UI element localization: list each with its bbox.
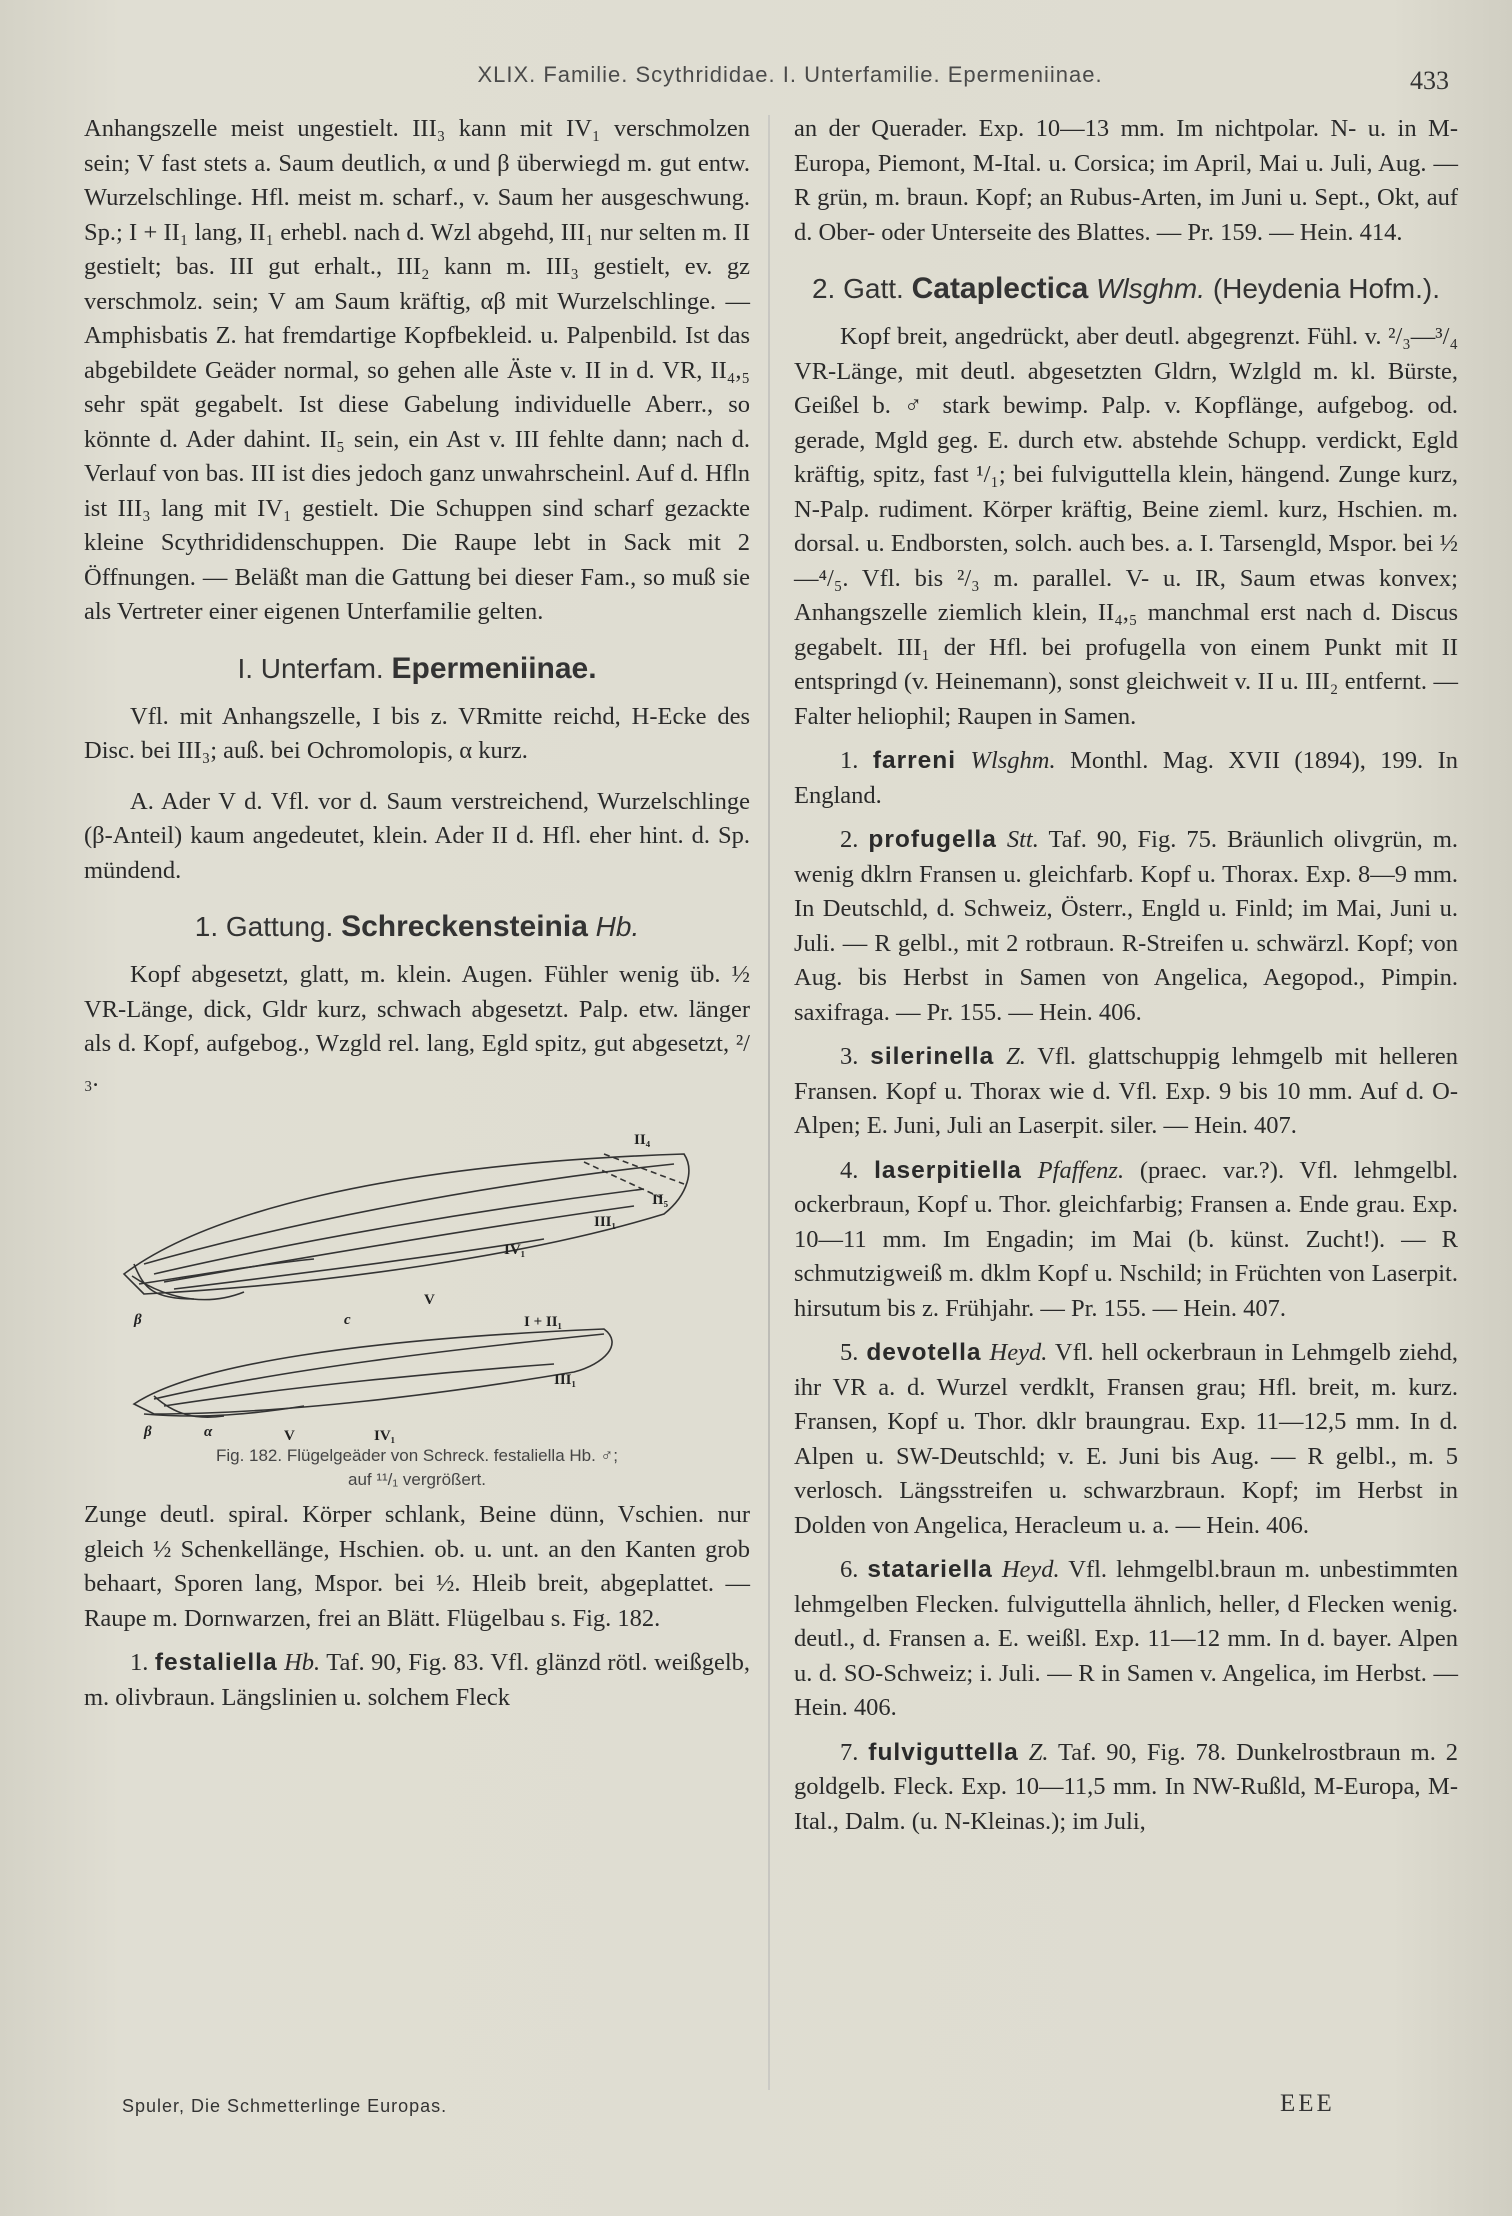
species-text: Monthl. Mag. XVII (1894), 199. In England.: [794, 747, 1459, 809]
species-name: festaliella: [154, 1649, 278, 1676]
genus-heading-cataplectica: [794, 272, 1458, 306]
wing-venation-figure: [84, 1114, 750, 1492]
species-number: 3.: [840, 1043, 859, 1070]
species-entry-silerinella: [794, 1040, 1458, 1144]
species-author: Stt.: [1006, 826, 1039, 853]
label-hw-I-II1: I + II₁: [524, 1314, 563, 1330]
label-fw-IV1: IV₁: [504, 1242, 526, 1258]
genus-description: Kopf abgesetzt, glatt, m. klein. Augen. Fühler wenig üb. ½ VR-Länge, dick, Gldr kurz, schwach abgesetzt. Palp. etw. länger als d. Kopf, aufgebog., Wzgld rel. lang, Egld spitz, gut abgesetzt, ²/₃.: [84, 961, 750, 1092]
species-author: Heyd.: [989, 1339, 1048, 1366]
signature-mark: EEE: [1280, 2090, 1335, 2117]
species-author: Heyd.: [1001, 1556, 1060, 1583]
footer-title: Spuler, Die Schmetterlinge Europas.: [122, 2096, 448, 2116]
subfamily-prefix: I. Unterfam.: [237, 652, 384, 684]
species-text: Vfl. hell ockerbraun in Lehmgelb ziehd, ihr VR a. d. Wurzel verdklt, Fransen grau; Hfl. breit, m. kurz. Fransen, Kopf u. Thor. dklr braungrau. Exp. 11—12,5 mm. In d. Alpen u. SW-Deutschld; v. E. Juni bis Aug. — R gelbl., m. 5 verlosch. Längsstreifen u. schwarzbraun. Kopf; im Herbst in Dolden von Angelica, Heracleum u. a. — Hein. 406.: [794, 1339, 1459, 1539]
intro-paragraph: Anhangszelle meist ungestielt. III₃ kann mit IV₁ verschmolzen sein; V fast stets a. Saum deutlich, α und β überwiegd m. gut entw. Wurzelschlinge. Hfl. meist m. scharf., v. Saum her ausgeschwung. Sp.; I + II₁ lang, II₁ erhebl. nach d. Wzl abgehd, III₁ nur selten m. II gestielt; bas. III gut erhalt., III₂ kann m. III₃ gestielt, ev. gz verschmolz. sein; V am Saum kräftig, αβ mit Wurzelschlinge. — Amphisbatis Z. hat fremdartige Kopfbekleid. u. Palpenbild. Ist das abgebildete Geäder normal, so gehen alle Äste v. II in d. VR, II₄,₅ sehr spät gegabelt. Ist diese Gabelung individuelle Aberr., so könnte d. Ader dahint. II₅ sein, ein Ast v. III fehlte dann; nach d. Verlauf von bas. III ist dies jedoch ganz unwahrscheinl. Auf d. Hfln ist III₃ lang mit IV₁ gestielt. Die Schuppen sind scharf gezackte kleine Scythrididenschuppen. Die Raupe lebt in Sack mit 2 Öffnungen. — Beläßt man die Gattung bei dieser Fam., so muß sie als Vertreter einer eigenen Unterfamilie gelten.: [84, 115, 750, 625]
species-number: 1.: [840, 747, 859, 774]
left-column: [84, 112, 750, 1715]
species-text: Vfl. lehmgelbl.braun m. unbestimmten lehmgelben Flecken. fulviguttella ähnlich, heller, d Flecken wenig. deutl., d. Fransen a. E. weißl. Exp. 11—12 mm. In d. bayer. Alpen u. d. SO-Schweiz; i. Juli. — R in Samen v. Angelica, im Herbst. — Hein. 406.: [794, 1556, 1459, 1721]
species-name: silerinella: [870, 1043, 995, 1070]
species-name: farreni: [872, 747, 957, 774]
subfamily-description: Vfl. mit Anhangszelle, I bis z. VRmitte reichd, H-Ecke des Disc. bei III₃; auß. bei Ochromolopis, α kurz.: [84, 702, 750, 764]
species-number: 4.: [840, 1156, 859, 1184]
label-hw-V: V: [284, 1428, 295, 1444]
label-hw-IV1: IV₁: [374, 1428, 396, 1444]
species-number: 2.: [840, 826, 859, 853]
genus-name: Cataplectica: [911, 272, 1089, 305]
species-author: Wlsghm.: [970, 747, 1056, 774]
genus-author: Wlsghm.: [1096, 273, 1206, 304]
figure-caption: [84, 1444, 750, 1492]
species-text: Vfl. glattschuppig lehmgelb mit helleren Fransen. Kopf u. Thorax wie d. Vfl. Exp. 9 bis 10 mm. Auf d. O-Alpen; E. Juni, Juli an Laserpit. siler. — Hein. 407.: [794, 1043, 1459, 1139]
label-fw-c: c: [344, 1312, 351, 1328]
species-entry-profugella: [794, 823, 1458, 1030]
species-name: laserpitiella: [874, 1156, 1022, 1184]
species-entry-laserpitiella: [794, 1154, 1458, 1327]
species-text: Taf. 90, Fig. 83. Vfl. glänzd rötl. weißgelb, m. olivbraun. Längslinien u. solchem Fleck: [84, 1649, 751, 1711]
label-fw-III1: III₁: [594, 1214, 617, 1230]
species-text: Taf. 90, Fig. 78. Dunkelrostbraun m. 2 goldgelb. Fleck. Exp. 10—11,5 mm. In NW-Rußld, M-Europa, M-Ital., Dalm. (u. N-Kleinas.); im Juli,: [794, 1738, 1459, 1835]
genus-description: Kopf breit, angedrückt, aber deutl. abgegrenzt. Fühl. v. ²/₃—³/₄ VR-Länge, mit deutl. abgesetzten Gldrn, Wzlgld m. kl. Bürste, Geißel b. ♂ stark bewimp. Palp. v. Kopflänge, aufgebog. od. gerade, Mgld geg. E. durch etw. abstehde Schupp. verdickt, Egld kräftig, spitz, fast ¹/₁; bei fulviguttella klein, hängend. Zunge kurz, N-Palp. rudiment. Körper kräftig, Beine zieml. kurz, Hschien. m. dorsal. u. Endborsten, solch. auch bes. a. I. Tarsengld, Mspor. bei ½—⁴/₅. Vfl. bis ²/₃ m. parallel. V- u. IR, Saum etwas konvex; Anhangszelle ziemlich klein, II₄,₅ manchmal erst nach d. Discus gegabelt. III₁ der Hfl. bei profugella von einem Punkt mit II entspringd (v. Heinemann), sonst gleichweit v. II u. III₂ entfernt. — Falter heliophil; Raupen in Samen.: [794, 323, 1458, 730]
label-fw-V: V: [424, 1292, 435, 1308]
wing-venation-drawing: [84, 1114, 750, 1444]
species-author: Pfaffenz.: [1037, 1156, 1125, 1184]
hindwing-outline: [134, 1329, 612, 1414]
label-fw-II5: II₅: [652, 1192, 669, 1208]
genus-author: Hb.: [595, 911, 640, 942]
label-fw-beta: β: [134, 1312, 142, 1328]
figure-caption-line-2: auf ¹¹/₁ vergrößert.: [348, 1470, 486, 1489]
label-hw-beta: β: [144, 1424, 152, 1440]
figure-caption-line-1: Fig. 182. Flügelgeäder von Schreck. festaliella Hb. ♂;: [215, 1446, 619, 1465]
section-a-paragraph: A. Ader V d. Vfl. vor d. Saum verstreichend, Wurzelschlinge (β-Anteil) kaum angedeutet, klein. Ader II d. Hfl. eher hint. d. Sp. mündend.: [84, 787, 750, 884]
species-author: Z.: [1006, 1043, 1026, 1070]
genus-prefix: 2. Gatt.: [811, 273, 904, 304]
species-entry-statariella: [794, 1553, 1458, 1726]
species-text: (praec. var.?). Vfl. lehmgelbl. ockerbraun, Kopf u. Thor. gleichfarbig; Fransen a. Ende grau. Exp. 10—11 mm. Im Engadin; im Mai (b. künst. Zucht!). — R schmutzigweiß m. dklm Kopf u. Nschild; in Früchten von Laserpit. hirsutum bis z. Frühjahr. — Pr. 155. — Hein. 407.: [794, 1156, 1458, 1322]
label-hw-III1: III₁: [554, 1372, 577, 1388]
species-list: [794, 744, 1458, 1839]
species-name: statariella: [867, 1556, 993, 1583]
species-entry-festaliella: [84, 1646, 750, 1715]
subfamily-name: Epermeniinae.: [391, 651, 597, 685]
species-number: 7.: [840, 1738, 859, 1766]
label-hw-alpha: α: [204, 1424, 213, 1440]
running-head: XLIX. Familie. Scythrididae. I. Unterfamilie. Epermeniinae.: [477, 62, 1103, 87]
species-name: profugella: [868, 826, 997, 853]
genus-heading-schreckensteinia: [84, 910, 750, 944]
page-number: 433: [1410, 66, 1449, 95]
species-entry-fulviguttella: [794, 1736, 1458, 1840]
species-number: 6.: [840, 1556, 859, 1583]
column-divider: [768, 115, 770, 2090]
species-author: Z.: [1028, 1738, 1049, 1766]
species-name: fulviguttella: [868, 1738, 1019, 1766]
species-entry-devotella: [794, 1336, 1458, 1543]
right-column: [794, 112, 1458, 1839]
subfamily-heading: [84, 652, 750, 686]
festaliella-continuation: an der Querader. Exp. 10—13 mm. Im nichtpolar. N- u. in M-Europa, Piemont, M-Ital. u. Corsica; im April, Mai u. Juli, Aug. — R grün, m. braun. Kopf; an Rubus-Arten, im Juni u. Sept., Okt, auf d. Ober- oder Unterseite des Blattes. — Pr. 159. — Hein. 414.: [794, 115, 1458, 246]
genus-prefix: 1. Gattung.: [194, 911, 334, 942]
label-fw-II4: II₄: [634, 1132, 651, 1148]
species-name: devotella: [866, 1339, 982, 1366]
species-number: 5.: [840, 1339, 859, 1366]
genus-description-continued: Zunge deutl. spiral. Körper schlank, Beine dünn, Vschien. nur gleich ½ Schenkellänge, Hschien. ob. u. unt. an den Kanten grob behaart, Sporen lang, Mspor. bei ½. Hleib breit, abgeplattet. — Raupe m. Dornwarzen, frei an Blätt. Flügelbau s. Fig. 182.: [84, 1501, 750, 1632]
species-author: Hb.: [284, 1649, 321, 1676]
genus-name: Schreckensteinia: [341, 910, 588, 943]
species-text: Taf. 90, Fig. 75. Bräunlich olivgrün, m. wenig dklrn Fransen u. gleichfarb. Kopf u. Thorax. Exp. 8—9 mm. In Deutschld, d. Schweiz, Österr., Engld u. Finld; im Mai, Juni u. Juli. — R gelbl., mit 2 rotbraun. R-Streifen u. schwärzl. Kopf; von Aug. bis Herbst in Samen von Angelica, Aegopod., Pimpin. saxifraga. — Pr. 155. — Hein. 406.: [794, 826, 1459, 1026]
species-number: 1.: [130, 1649, 149, 1676]
genus-synonym: (Heydenia Hofm.).: [1212, 273, 1440, 304]
species-entry-farreni: [794, 744, 1458, 813]
